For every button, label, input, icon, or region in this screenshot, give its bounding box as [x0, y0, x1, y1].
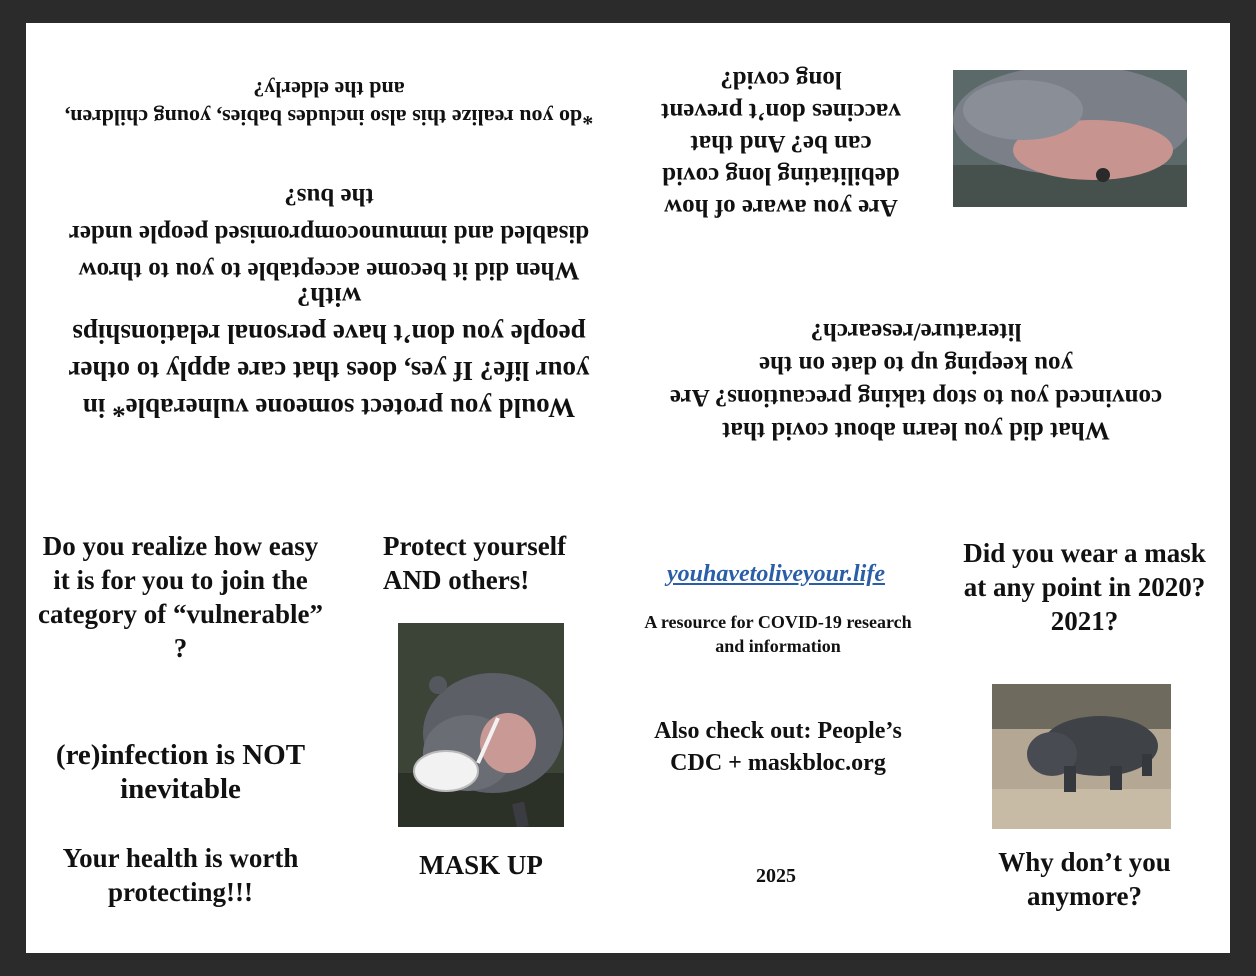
- resource-link[interactable]: youhavetoliveyour.life: [667, 561, 885, 587]
- hippo-walking-photo: [992, 684, 1171, 829]
- pamphlet-page: [26, 23, 1230, 953]
- hippo-upside-down-photo: [953, 70, 1187, 207]
- reinfection-text: (re)infection is NOT inevitable: [55, 739, 306, 805]
- question-learn-text: What did you learn about covid that convinced you to stop taking precautions? Are you keeping up to date on the literature/research?: [669, 318, 1163, 444]
- protect-yourself-text: Protect yourself AND others!: [383, 531, 567, 595]
- resource-description-text: A resource for COVID-19 research and information: [644, 612, 912, 656]
- question-vulnerable-text: Would you protect someone vulnerable* in your life? If yes, does that care apply to other people you don’t have personal relationships with?: [68, 282, 590, 423]
- hippo-wearing-mask-photo: [398, 623, 564, 827]
- mask-up-text: MASK UP: [419, 850, 543, 880]
- health-worth-text: Your health is worth protecting!!!: [62, 843, 299, 907]
- also-check-out-text: Also check out: People’s CDC + maskbloc.org: [654, 718, 902, 776]
- realize-vulnerable-text: Do you realize how easy it is for you to join the category of “vulnerable” ?: [38, 531, 323, 663]
- question-acceptable-text: When did it become acceptable to you to throw disabled and immunocompromised people under the bus?: [68, 183, 590, 284]
- year-text: 2025: [756, 865, 796, 887]
- why-dont-you-text: Why don’t you anymore?: [998, 847, 1171, 911]
- did-you-wear-text: Did you wear a mask at any point in 2020? 2021?: [963, 538, 1206, 636]
- footnote-text: *do you realize this also includes babies, young children, and the elderly?: [64, 77, 594, 130]
- question-aware-text: Are you aware of how debilitating long covid can be? And that vaccines don’t prevent long covid?: [661, 66, 901, 221]
